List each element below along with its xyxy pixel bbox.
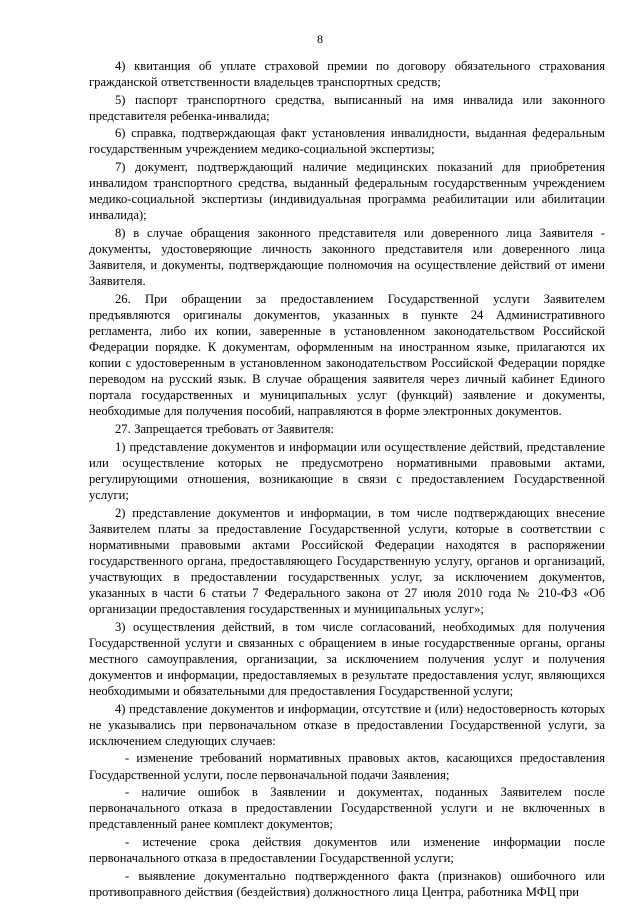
- dash-item-requirements-change: - изменение требований нормативных правовых актов, касающихся предоставления Государственной услуги, после первоначальной подачи Заявления;: [89, 751, 605, 782]
- paragraph-27-item-3: 3) осуществления действий, в том числе согласований, необходимых для получения Государственной услуги и связанных с обращением в иные государственные органы, органы местного самоуправления, организации, за исключением получения услуг и получения документов и информации, предоставляемых в результате предоставления услуг, являющихся необходимыми и обязательными для предоставления Государственной услуги;: [89, 619, 605, 699]
- paragraph-section-27: 27. Запрещается требовать от Заявителя:: [115, 422, 335, 437]
- paragraph-27-item-2: 2) представление документов и информации, в том числе подтверждающих внесение Заявителем платы за предоставление Государственной услуги, которые в соответствии с нормативными правовыми актами Российской Федерации находятся в распоряжении государственного органа, предоставляющего Государственную услугу, органов и организаций, участвующих в предоставлении государственных услуг, за исключением документов, указанных в части 6 статьи 7 Федерального закона от 27 июля 2010 года № 210-ФЗ «Об организации предоставления государственных и муниципальных услуг»;: [89, 505, 605, 617]
- paragraph-27-item-1: 1) представление документов и информации или осуществление действий, представление или осуществление которых не предусмотрено нормативными правовыми актами, регулирующими отношения, возникающие в связи с предоставлением Государственной услуги;: [89, 439, 605, 502]
- document-body: [89, 58, 605, 901]
- dash-item-documents-expiry: - истечение срока действия документов или изменение информации после первоначального отказа в предоставлении Государственной услуги;: [89, 834, 605, 865]
- paragraph-section-26: 26. При обращении за предоставлением Государственной услуги Заявителем предъявляются оригиналы документов, указанных в пункте 24 Административного регламента, либо их копии, заверенные в установленном законодательством Российской Федерации порядке. К документам, оформленным на иностранном языке, прилагаются их копии с удостоверенным в установленном законодательством Российской Федерации порядке переводом на русский язык. В случае обращения заявителя через личный кабинет Единого портала государственных и муниципальных услуг (функций) заявление и документы, необходимые для получения пособий, направляются в форме электронных документов.: [89, 291, 605, 419]
- paragraph-item-6: 6) справка, подтверждающая факт установления инвалидности, выданная федеральным государственным учреждением медико-социальной экспертизы;: [89, 126, 605, 157]
- paragraph-item-4: 4) квитанция об уплате страховой премии по договору обязательного страхования гражданской ответственности владельцев транспортных средств;: [89, 59, 605, 90]
- paragraph-item-8: 8) в случае обращения законного представителя или доверенного лица Заявителя - документы, удостоверяющие личность законного представителя или доверенного лица Заявителя, и документы, подтверждающие полномочия на осуществление действий от имени Заявителя.: [89, 225, 605, 289]
- dash-item-official-misconduct: - выявление документально подтвержденного факта (признаков) ошибочного или противоправного действия (бездействия) должностного лица Центра, работника МФЦ при: [89, 868, 605, 899]
- dash-item-errors-in-application: - наличие ошибок в Заявлении и документах, поданных Заявителем после первоначального отказа в предоставлении Государственной услуги и не включенных в представленный ранее комплект документов;: [89, 785, 605, 832]
- page-number: 8: [317, 32, 323, 46]
- paragraph-item-5: 5) паспорт транспортного средства, выписанный на имя инвалида или законного представителя ребенка-инвалида;: [89, 92, 605, 123]
- paragraph-item-7: 7) документ, подтверждающий наличие медицинских показаний для приобретения инвалидом транспортного средства, выданный федеральным государственным учреждением медико-социальной экспертизы (индивидуальная программа реабилитации или абилитации инвалида);: [89, 160, 605, 223]
- paragraph-27-item-4: 4) представление документов и информации, отсутствие и (или) недостоверность которых не указывались при первоначальном отказе в предоставлении Государственной услуги, за исключением следующих случаев:: [89, 701, 605, 748]
